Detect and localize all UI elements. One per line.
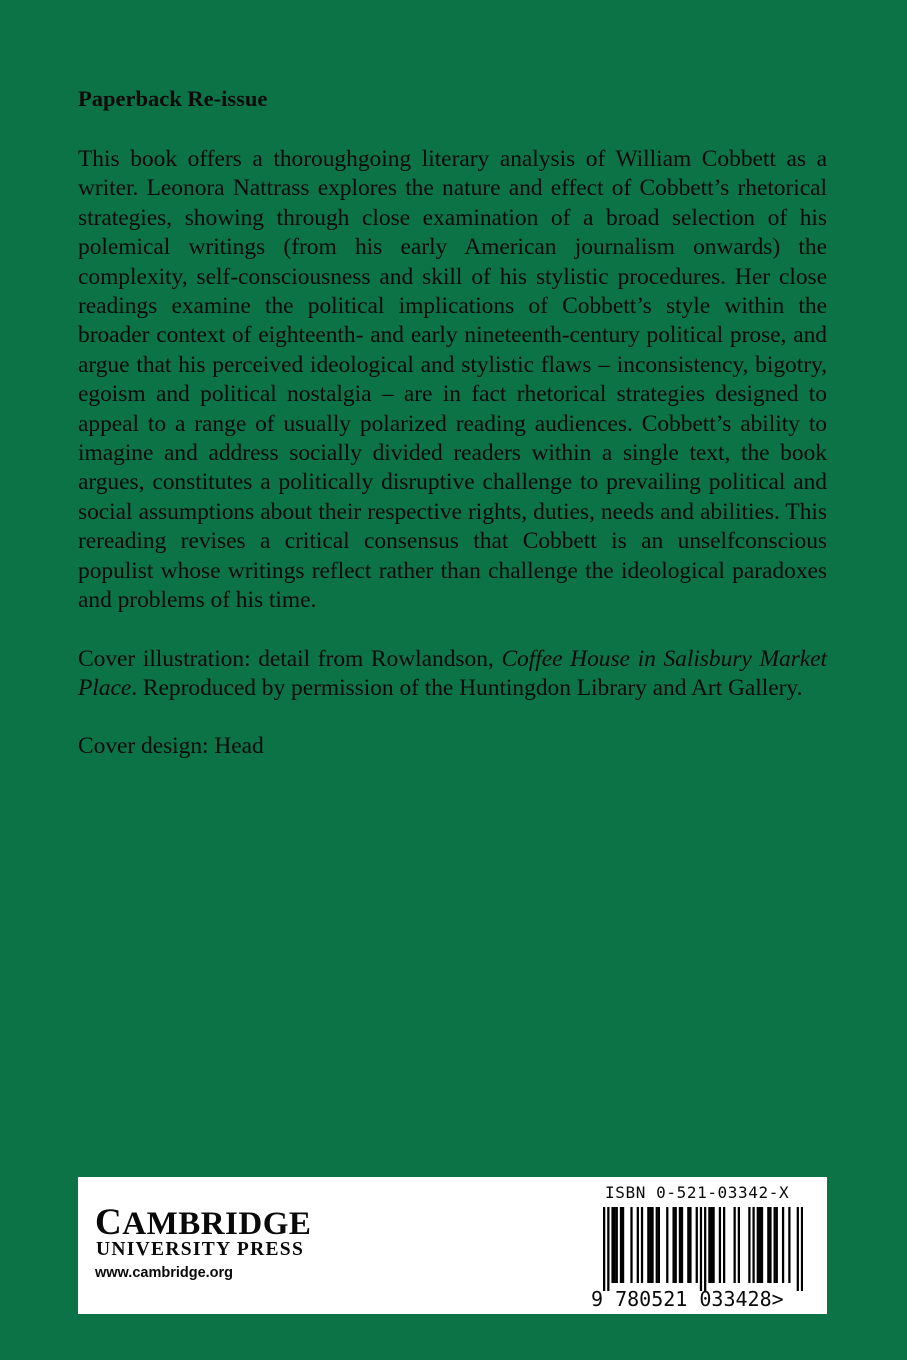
- barcode-bar: [637, 1207, 639, 1283]
- barcode-bar: [651, 1207, 653, 1283]
- cover-design-credit: Cover design: Head: [78, 733, 264, 760]
- barcode-bar: [738, 1207, 740, 1283]
- illustration-credit-prefix: Cover illustration: detail from Rowlandson,: [78, 645, 494, 672]
- barcode-digits: [591, 1288, 821, 1310]
- barcode-number: 9 780521 033428: [591, 1287, 772, 1311]
- publisher-name-initial: C: [95, 1202, 123, 1243]
- barcode-bar: [689, 1207, 691, 1283]
- barcode-bar: [708, 1207, 710, 1283]
- publisher-barcode-panel: [78, 1177, 827, 1314]
- cover-illustration-credit: [78, 645, 827, 704]
- barcode-arrow: >: [771, 1287, 784, 1311]
- publisher-name-rest: AMBRIDGE: [122, 1206, 312, 1242]
- barcode-bar: [757, 1207, 759, 1283]
- barcode-bar: [761, 1207, 763, 1283]
- publisher-logo-name: [95, 1202, 312, 1243]
- barcode-bar: [620, 1207, 622, 1283]
- barcode-bar: [700, 1207, 702, 1291]
- barcode-bar: [704, 1207, 706, 1291]
- publisher-logo-subtitle: UNIVERSITY PRESS: [96, 1239, 305, 1260]
- publisher-website: www.cambridge.org: [95, 1265, 234, 1281]
- barcode-bar: [681, 1207, 683, 1283]
- barcode-bar: [712, 1207, 714, 1283]
- barcode-bar: [675, 1207, 677, 1283]
- barcode-bar: [622, 1207, 624, 1283]
- barcode-bar: [647, 1207, 649, 1283]
- barcode-bar: [769, 1207, 771, 1283]
- book-description: This book offers a thoroughgoing literary analysis of William Cobbett as a writer. Leonora Nattrass explores the nature and effect of Cobbett’s rhetorical strategies, showing through close examination of a broad selection of his polemical writings (from his early American journalism onwards) the complexity, self-consciousness and skill of his stylistic procedures. Her close readings examine the political implications of Cobbett’s style within the broader context of eighteenth- and early nineteenth-century political prose, and argue that his perceived ideological and stylistic flaws – inconsistency, bigotry, egoism and political nostalgia – are in fact rhetorical strategies designed to appeal to a range of usually polarized reading audiences. Cobbett’s ability to imagine and address socially divided readers within a single text, the book argues, constitutes a politically disruptive challenge to prevailing political and social assumptions about their respective rights, duties, needs and abilities. This rereading revises a critical consensus that Cobbett is an unselfconscious populist whose writings reflect rather than challenge the ideological paradoxes and problems of his time.: [78, 146, 827, 614]
- barcode-bar: [649, 1207, 651, 1283]
- barcode-bar: [723, 1207, 725, 1283]
- barcode-bar: [611, 1207, 613, 1283]
- barcode-bar: [752, 1207, 754, 1283]
- barcode-bar: [774, 1207, 776, 1283]
- barcode-bar: [672, 1207, 674, 1283]
- barcode-bar: [734, 1207, 736, 1283]
- barcode-bar: [641, 1207, 643, 1283]
- barcode-bar: [782, 1207, 784, 1283]
- barcode-bar: [679, 1207, 681, 1283]
- barcode-bar: [719, 1207, 721, 1283]
- isbn-label: ISBN 0-521-03342-X: [605, 1183, 790, 1202]
- illustration-title: Coffee House in Salisbury Market Place: [78, 645, 828, 701]
- barcode-bar: [788, 1207, 790, 1283]
- barcode-bar: [687, 1207, 689, 1283]
- edition-heading: Paperback Re-issue: [78, 86, 268, 111]
- barcode-bar: [630, 1207, 632, 1283]
- barcode-bar: [696, 1207, 698, 1283]
- illustration-credit-suffix: . Reproduced by permission of the Huntingdon Library and Art Gallery.: [131, 674, 803, 701]
- barcode-bar: [656, 1207, 658, 1283]
- barcode-bar: [658, 1207, 660, 1283]
- barcode-bar: [776, 1207, 778, 1283]
- barcode-bar: [759, 1207, 761, 1283]
- barcode-bar: [614, 1207, 616, 1283]
- barcode-bar: [767, 1207, 769, 1283]
- barcode-bar: [616, 1207, 618, 1283]
- barcode-bar: [748, 1207, 750, 1283]
- barcode-bar: [801, 1207, 803, 1291]
- barcode-bar: [797, 1207, 799, 1291]
- barcode-bar: [603, 1207, 605, 1291]
- back-cover-text: [78, 84, 827, 791]
- barcode-bar: [710, 1207, 712, 1283]
- isbn-barcode: [603, 1207, 803, 1291]
- barcode-bar: [666, 1207, 668, 1283]
- barcode-bar: [607, 1207, 609, 1291]
